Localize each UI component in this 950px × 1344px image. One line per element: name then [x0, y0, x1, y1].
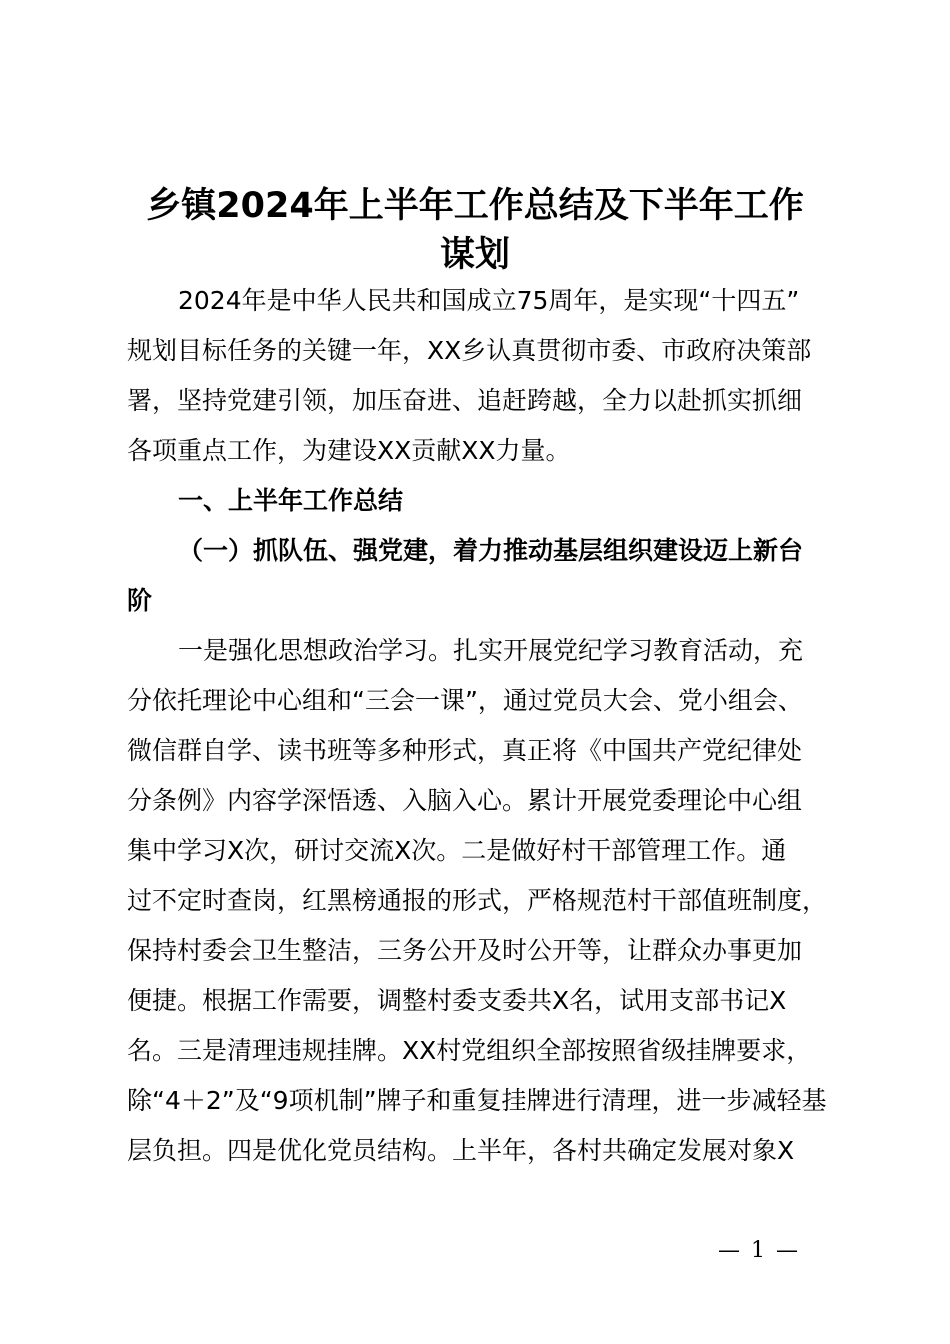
body-paragraph-line: 过不定时查岗，红黑榜通报的形式，严格规范村干部值班制度，	[127, 886, 828, 915]
body-paragraph-line: 一是强化思想政治学习。扎实开展党纪学习教育活动，充	[178, 636, 804, 665]
document-title-line-2: 谋划	[439, 235, 510, 275]
body-paragraph-line: 保持村委会卫生整洁，三务公开及时公开等，让群众办事更加	[127, 936, 803, 965]
body-paragraph-line: 集中学习X次，研讨交流X次。二是做好村干部管理工作。通	[127, 836, 787, 865]
subsection-heading-line: （一）抓队伍、强党建，着力推动基层组织建设迈上新台	[178, 536, 804, 565]
subsection-heading-line: 阶	[127, 586, 153, 615]
intro-paragraph-line: 各项重点工作，为建设XX贡献XX力量。	[127, 436, 571, 465]
body-paragraph-line: 分依托理论中心组和“三会一课”，通过党员大会、党小组会、	[127, 686, 803, 715]
section-heading: 一、上半年工作总结	[178, 486, 404, 515]
body-paragraph-line: 便捷。根据工作需要，调整村委支委共X名，试用支部书记X	[127, 986, 787, 1015]
intro-paragraph-line: 2024年是中华人民共和国成立75周年，是实现“十四五”	[178, 286, 800, 315]
body-paragraph-line: 层负担。四是优化党员结构。上半年，各村共确定发展对象X	[127, 1136, 795, 1165]
intro-paragraph-line: 规划目标任务的关键一年，XX乡认真贯彻市委、市政府决策部	[127, 336, 812, 365]
body-paragraph-line: 名。三是清理违规挂牌。XX村党组织全部按照省级挂牌要求，	[127, 1036, 812, 1065]
body-paragraph-line: 分条例》内容学深悟透、入脑入心。累计开展党委理论中心组	[127, 786, 803, 815]
body-paragraph-line: 微信群自学、读书班等多种形式，真正将《中国共产党纪律处	[127, 736, 803, 765]
body-paragraph-line: 除“4＋2”及“9项机制”牌子和重复挂牌进行清理，进一步减轻基	[127, 1086, 827, 1115]
intro-paragraph-line: 署，坚持党建引领，加压奋进、追赶跨越，全力以赴抓实抓细	[127, 386, 803, 415]
page-number: — 1 —	[718, 1238, 800, 1263]
document-title-line-1: 乡镇2024年上半年工作总结及下半年工作	[146, 186, 804, 226]
